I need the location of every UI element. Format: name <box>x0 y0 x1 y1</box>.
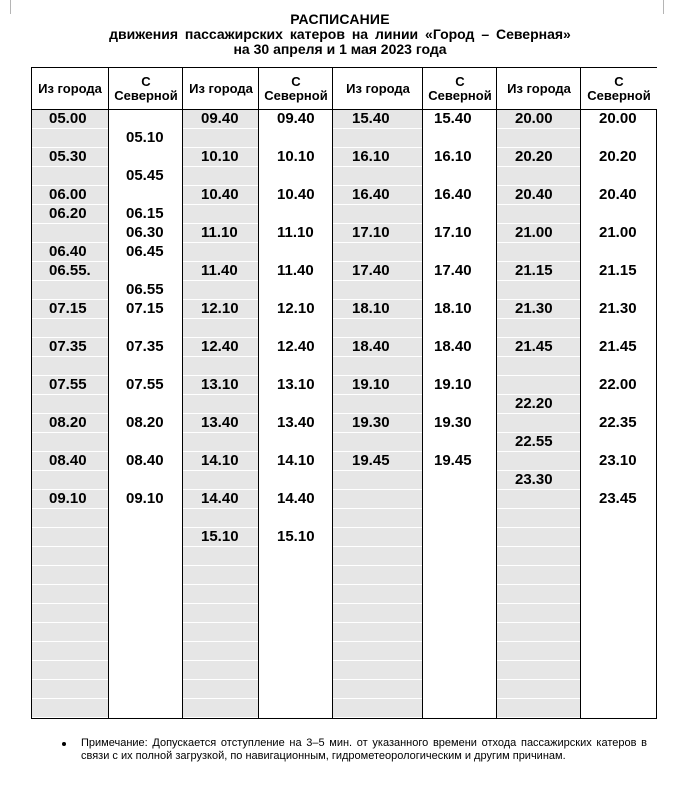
departure-time: 05.10 <box>126 129 164 146</box>
departure-time: 21.15 <box>515 262 553 279</box>
row-stripe <box>183 432 259 433</box>
departure-time: 18.10 <box>352 300 390 317</box>
departure-time: 14.10 <box>277 452 315 469</box>
departure-time: 22.00 <box>599 376 637 393</box>
column-header <box>497 68 581 110</box>
row-stripe <box>497 660 581 661</box>
row-stripe <box>32 546 108 547</box>
row-stripe <box>333 204 423 205</box>
departure-time: 06.00 <box>49 186 87 203</box>
row-stripe <box>183 622 259 623</box>
departure-time: 22.35 <box>599 414 637 431</box>
row-stripe <box>333 508 423 509</box>
row-stripe <box>497 527 581 528</box>
departure-time: 13.10 <box>277 376 315 393</box>
row-stripe <box>183 698 259 699</box>
departure-time: 22.20 <box>515 395 553 412</box>
departure-time: 16.40 <box>352 186 390 203</box>
note-text: Примечание: Допускается отступление на 3–5 мин. от указанного времени отхода пассажирских катеров в связи с их полной загрузкой, по навигационным, гидрометеорологическим и другим причинам. <box>81 737 647 762</box>
row-stripe <box>183 584 259 585</box>
column-header-line2: Северной <box>264 87 328 103</box>
row-stripe <box>497 413 581 414</box>
column-header <box>333 68 423 110</box>
departure-time: 12.40 <box>277 338 315 355</box>
departure-time: 21.00 <box>515 224 553 241</box>
row-stripe <box>333 546 423 547</box>
departure-time: 14.10 <box>201 452 239 469</box>
departure-time: 10.40 <box>201 186 239 203</box>
departure-time: 23.10 <box>599 452 637 469</box>
row-stripe <box>32 280 108 281</box>
schedule-column-4 <box>258 68 333 718</box>
row-stripe <box>497 603 581 604</box>
row-stripe <box>333 166 423 167</box>
row-stripe <box>333 641 423 642</box>
departure-time: 20.00 <box>599 110 637 127</box>
row-stripe <box>32 603 108 604</box>
departure-time: 16.10 <box>352 148 390 165</box>
column-header <box>109 68 183 110</box>
row-stripe <box>32 128 108 129</box>
departure-time: 13.40 <box>201 414 239 431</box>
departure-time: 13.40 <box>277 414 315 431</box>
row-stripe <box>32 660 108 661</box>
column-header-line1: Из города <box>507 80 571 96</box>
schedule-column-5 <box>332 68 423 718</box>
departure-time: 19.10 <box>434 376 472 393</box>
row-stripe <box>333 242 423 243</box>
departure-time: 19.10 <box>352 376 390 393</box>
departure-time: 19.30 <box>352 414 390 431</box>
row-stripe <box>183 546 259 547</box>
row-stripe <box>32 527 108 528</box>
column-header-line1: Из города <box>38 80 102 96</box>
row-stripe <box>333 489 423 490</box>
departure-time: 21.30 <box>515 300 553 317</box>
departure-time: 17.10 <box>434 224 472 241</box>
row-stripe <box>32 470 108 471</box>
row-stripe <box>32 679 108 680</box>
row-stripe <box>497 679 581 680</box>
column-header-line1: Из города <box>189 80 253 96</box>
departure-time: 05.30 <box>49 148 87 165</box>
departure-time: 07.35 <box>126 338 164 355</box>
row-stripe <box>32 698 108 699</box>
row-stripe <box>32 641 108 642</box>
column-header-line2: Северной <box>114 87 178 103</box>
departure-time: 06.30 <box>126 224 164 241</box>
row-stripe <box>333 622 423 623</box>
departure-time: 19.30 <box>434 414 472 431</box>
row-stripe <box>497 280 581 281</box>
schedule-column-2 <box>108 68 183 718</box>
departure-time: 19.45 <box>352 452 390 469</box>
row-stripe <box>183 204 259 205</box>
row-stripe <box>32 318 108 319</box>
row-stripe <box>497 622 581 623</box>
departure-time: 10.10 <box>277 148 315 165</box>
row-stripe <box>333 717 423 718</box>
row-stripe <box>32 508 108 509</box>
row-stripe <box>497 717 581 718</box>
row-stripe <box>183 166 259 167</box>
departure-time: 23.30 <box>515 471 553 488</box>
row-stripe <box>333 698 423 699</box>
departure-time: 18.40 <box>352 338 390 355</box>
departure-time: 23.45 <box>599 490 637 507</box>
column-header-line1: Из города <box>346 80 410 96</box>
departure-time: 09.10 <box>126 490 164 507</box>
departure-time: 14.40 <box>201 490 239 507</box>
schedule-note <box>60 737 647 763</box>
departure-time: 07.15 <box>49 300 87 317</box>
row-stripe <box>183 318 259 319</box>
row-stripe <box>183 660 259 661</box>
row-stripe <box>497 451 581 452</box>
row-stripe <box>32 356 108 357</box>
departure-time: 21.30 <box>599 300 637 317</box>
departure-time: 08.20 <box>126 414 164 431</box>
departure-time: 12.10 <box>201 300 239 317</box>
row-stripe <box>497 204 581 205</box>
departure-time: 17.40 <box>352 262 390 279</box>
departure-time: 06.20 <box>49 205 87 222</box>
departure-time: 18.10 <box>434 300 472 317</box>
departure-time: 06.55 <box>126 281 164 298</box>
row-stripe <box>183 679 259 680</box>
row-stripe <box>183 356 259 357</box>
row-stripe <box>333 584 423 585</box>
document-date-line: на 30 апреля и 1 мая 2023 года <box>233 41 447 57</box>
departure-time: 20.20 <box>599 148 637 165</box>
row-stripe <box>497 375 581 376</box>
row-stripe <box>183 508 259 509</box>
row-stripe <box>497 565 581 566</box>
row-stripe <box>183 394 259 395</box>
departure-time: 08.40 <box>49 452 87 469</box>
departure-time: 15.10 <box>277 528 315 545</box>
departure-time: 06.40 <box>49 243 87 260</box>
document-header <box>0 12 680 57</box>
row-stripe <box>183 280 259 281</box>
row-stripe <box>32 432 108 433</box>
row-stripe <box>32 394 108 395</box>
row-stripe <box>333 679 423 680</box>
departure-time: 21.00 <box>599 224 637 241</box>
row-stripe <box>32 223 108 224</box>
column-header-line1: С <box>614 73 624 89</box>
schedule-table <box>31 67 657 719</box>
departure-time: 11.10 <box>277 224 314 241</box>
row-stripe <box>333 318 423 319</box>
departure-time: 06.55. <box>49 262 91 279</box>
departure-time: 09.40 <box>277 110 315 127</box>
row-stripe <box>497 698 581 699</box>
departure-time: 05.00 <box>49 110 87 127</box>
row-stripe <box>183 717 259 718</box>
departure-time: 20.40 <box>599 186 637 203</box>
schedule-column-1 <box>32 68 108 718</box>
departure-time: 11.40 <box>201 262 238 279</box>
departure-time: 17.10 <box>352 224 390 241</box>
departure-time: 16.10 <box>434 148 472 165</box>
column-header-line1: С <box>291 73 301 89</box>
row-stripe <box>183 641 259 642</box>
departure-time: 10.10 <box>201 148 239 165</box>
row-stripe <box>497 508 581 509</box>
row-stripe <box>32 565 108 566</box>
row-stripe <box>497 546 581 547</box>
row-stripe <box>497 166 581 167</box>
departure-time: 10.40 <box>277 186 315 203</box>
departure-time: 08.40 <box>126 452 164 469</box>
departure-time: 20.20 <box>515 148 553 165</box>
departure-time: 07.55 <box>126 376 164 393</box>
column-header <box>423 68 497 110</box>
departure-time: 12.40 <box>201 338 239 355</box>
departure-time: 05.45 <box>126 167 164 184</box>
row-stripe <box>333 470 423 471</box>
row-stripe <box>333 565 423 566</box>
row-stripe <box>183 242 259 243</box>
document-subtitle: движения пассажирских катеров на линии «Город – Северная» <box>109 26 571 42</box>
departure-time: 11.10 <box>201 224 238 241</box>
column-header <box>183 68 259 110</box>
row-stripe <box>333 280 423 281</box>
row-stripe <box>497 318 581 319</box>
departure-time: 13.10 <box>201 376 239 393</box>
row-stripe <box>32 622 108 623</box>
departure-time: 21.45 <box>515 338 553 355</box>
departure-time: 19.45 <box>434 452 472 469</box>
departure-time: 15.40 <box>434 110 472 127</box>
row-stripe <box>333 660 423 661</box>
departure-time: 07.35 <box>49 338 87 355</box>
column-header-line1: С <box>141 73 151 89</box>
row-stripe <box>32 166 108 167</box>
departure-time: 20.00 <box>515 110 553 127</box>
departure-time: 09.40 <box>201 110 239 127</box>
departure-time: 14.40 <box>277 490 315 507</box>
column-header-line2: Северной <box>428 87 492 103</box>
departure-time: 06.45 <box>126 243 164 260</box>
column-header-line2: Северной <box>587 87 651 103</box>
departure-time: 21.45 <box>599 338 637 355</box>
row-stripe <box>333 394 423 395</box>
departure-time: 07.55 <box>49 376 87 393</box>
departure-time: 12.10 <box>277 300 315 317</box>
column-header <box>259 68 333 110</box>
schedule-column-3 <box>182 68 259 718</box>
row-stripe <box>333 432 423 433</box>
row-stripe <box>497 242 581 243</box>
row-stripe <box>497 489 581 490</box>
departure-time: 22.55 <box>515 433 553 450</box>
row-stripe <box>497 128 581 129</box>
departure-time: 15.40 <box>352 110 390 127</box>
row-stripe <box>497 584 581 585</box>
schedule-column-6 <box>422 68 497 718</box>
departure-time: 06.15 <box>126 205 164 222</box>
departure-time: 18.40 <box>434 338 472 355</box>
column-header <box>581 68 657 110</box>
departure-time: 21.15 <box>599 262 637 279</box>
row-stripe <box>497 356 581 357</box>
row-stripe <box>497 641 581 642</box>
document-title: РАСПИСАНИЕ <box>290 11 390 27</box>
schedule-column-7 <box>496 68 581 718</box>
departure-time: 09.10 <box>49 490 87 507</box>
departure-time: 20.40 <box>515 186 553 203</box>
row-stripe <box>183 470 259 471</box>
row-stripe <box>333 128 423 129</box>
row-stripe <box>333 356 423 357</box>
schedule-column-8 <box>580 68 657 718</box>
departure-time: 08.20 <box>49 414 87 431</box>
row-stripe <box>183 128 259 129</box>
column-header <box>32 68 108 110</box>
column-header-line1: С <box>455 73 465 89</box>
row-stripe <box>183 565 259 566</box>
departure-time: 17.40 <box>434 262 472 279</box>
departure-time: 16.40 <box>434 186 472 203</box>
departure-time: 07.15 <box>126 300 164 317</box>
row-stripe <box>32 584 108 585</box>
row-stripe <box>333 603 423 604</box>
row-stripe <box>183 603 259 604</box>
departure-time: 15.10 <box>201 528 239 545</box>
row-stripe <box>32 717 108 718</box>
departure-time: 11.40 <box>277 262 314 279</box>
row-stripe <box>333 527 423 528</box>
